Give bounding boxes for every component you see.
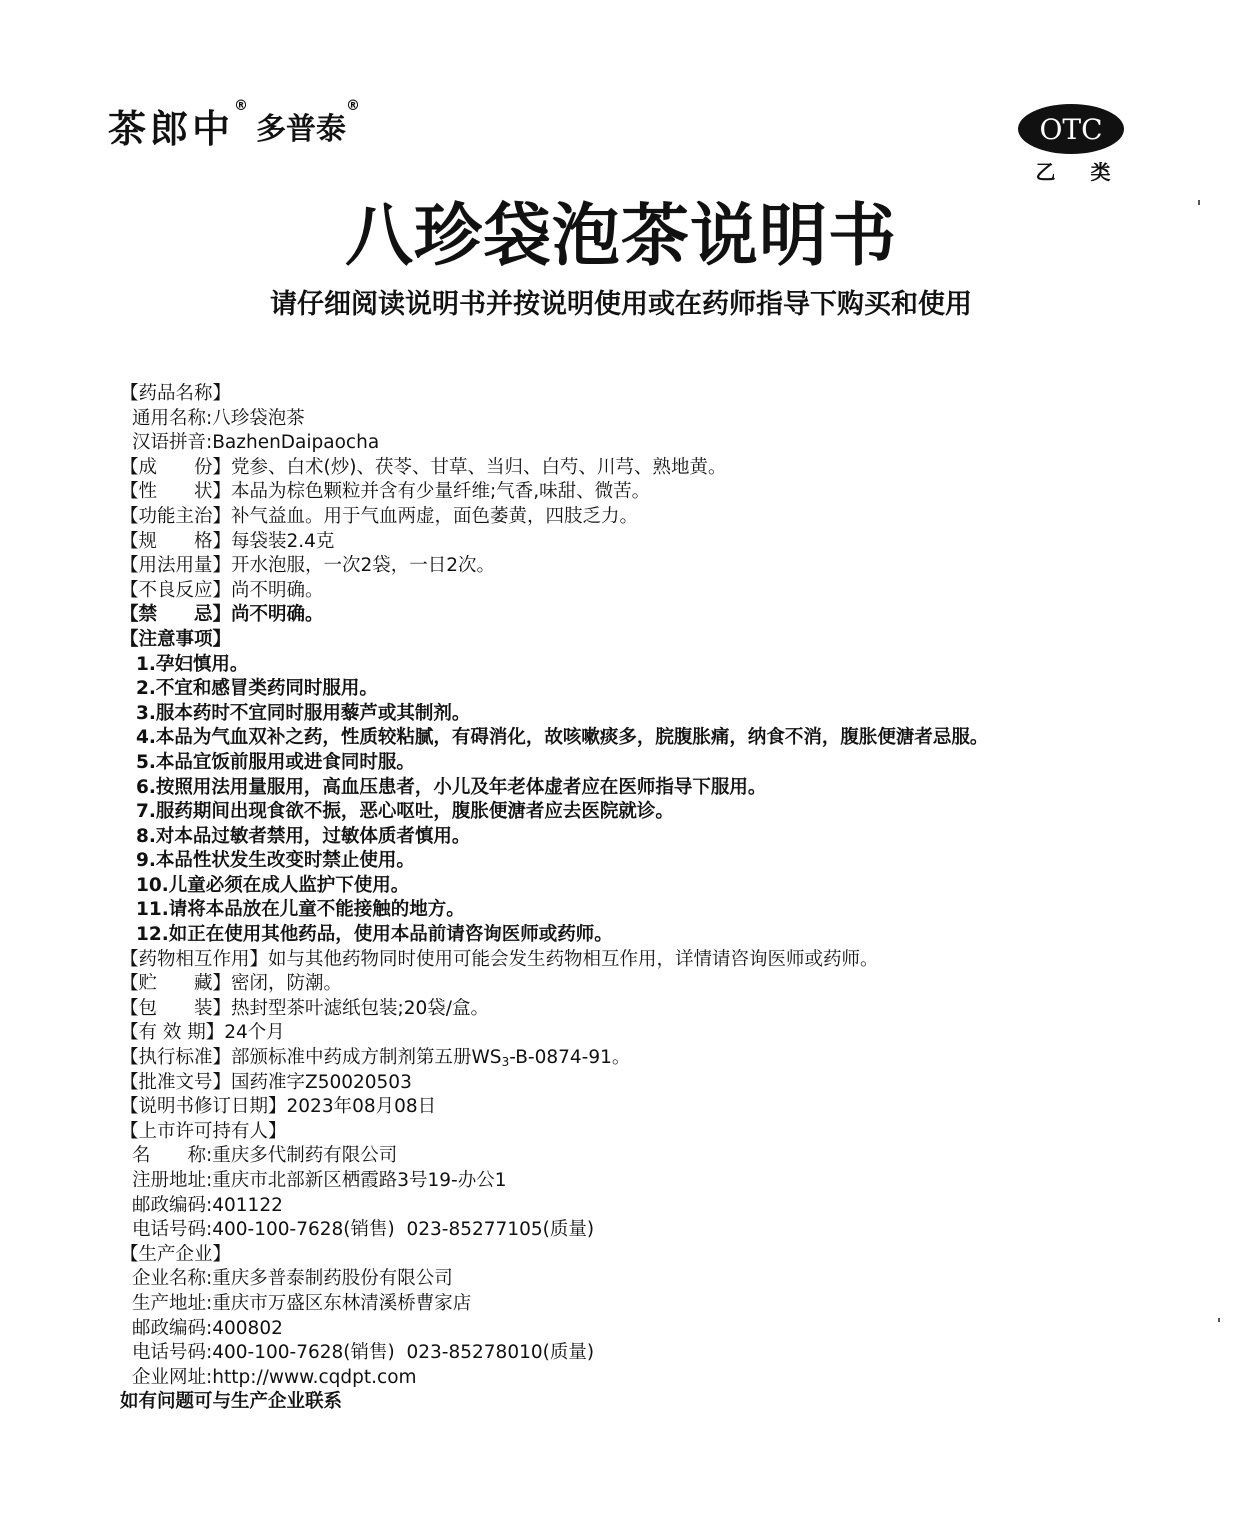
manufacturer-phone-label: 电话号码: — [132, 1342, 213, 1364]
manufacturer-phone-value: 400-100-7628(销售) 023-85278010(质量) — [212, 1342, 595, 1364]
validity-label: 【有 效 期】 — [120, 1022, 225, 1044]
contact-note: 如有问题可与生产企业联系 — [120, 1391, 343, 1413]
storage-label: 【贮 藏】 — [120, 973, 232, 995]
row-description — [120, 480, 1202, 505]
precaution-item: 12.如正在使用其他药品，使用本品前请咨询医师或药师。 — [136, 924, 613, 946]
precaution-item: 8.对本品过敏者禁用，过敏体质者慎用。 — [136, 825, 471, 847]
row-holder-address — [120, 1169, 1202, 1194]
row-holder-name — [120, 1144, 1202, 1169]
row-adverse — [120, 579, 1202, 604]
scan-speck — [1198, 200, 1200, 205]
description-value: 本品为棕色颗粒并含有少量纤维;气香,味甜、微苦。 — [231, 481, 651, 503]
row-spec — [120, 530, 1202, 555]
dosage-value: 开水泡服，一次2袋，一日2次。 — [231, 555, 496, 577]
row-package — [120, 997, 1202, 1022]
registered-mark-2: ® — [346, 98, 361, 114]
approval-label: 【批准文号】 — [120, 1071, 232, 1093]
description-label: 【性 状】 — [120, 481, 232, 503]
document-title: 八珍袋泡茶说明书 — [344, 196, 897, 276]
row-storage — [120, 972, 1202, 997]
validity-value: 24个月 — [224, 1022, 285, 1044]
revision-label: 【说明书修订日期】 — [120, 1096, 287, 1118]
row-holder-zip — [120, 1194, 1202, 1219]
holder-address-label: 注册地址: — [132, 1170, 213, 1191]
ingredients-label: 【成 份】 — [120, 456, 232, 478]
manufacturer-address-label: 生产地址: — [132, 1292, 213, 1314]
row-pinyin — [120, 431, 1202, 456]
precaution-item: 10.儿童必须在成人监护下使用。 — [136, 874, 410, 896]
section-precautions-header: 【注意事项】 — [120, 628, 232, 650]
generic-name-value: 八珍袋泡茶 — [212, 407, 305, 429]
revision-value: 2023年08月08日 — [286, 1096, 437, 1118]
precaution-item: 6.按照用法用量服用，高血压患者，小儿及年老体虚者应在医师指导下服用。 — [136, 776, 767, 798]
standard-label: 【执行标准】 — [120, 1047, 232, 1069]
holder-phone-value: 400-100-7628(销售) 023-85277105(质量) — [212, 1219, 595, 1241]
section-manufacturer-header: 【生产企业】 — [120, 1243, 232, 1265]
spec-label: 【规 格】 — [120, 530, 232, 552]
package-label: 【包 装】 — [120, 997, 232, 1019]
spec-value: 每袋装2.4克 — [231, 530, 335, 552]
interaction-label: 【药物相互作用】 — [120, 948, 269, 970]
row-ingredients — [120, 456, 1202, 481]
brand-logo — [108, 98, 360, 153]
contra-label: 【禁 忌】 — [120, 604, 232, 626]
ingredients-value: 党参、白术(炒)、茯苓、甘草、当归、白芍、川芎、熟地黄。 — [231, 456, 727, 478]
document-subtitle: 请仔细阅读说明书并按说明使用或在药师指导下购买和使用 — [270, 289, 972, 320]
precaution-item: 3.服本药时不宜同时服用藜芦或其制剂。 — [136, 702, 471, 724]
precaution-item: 9.本品性状发生改变时禁止使用。 — [136, 850, 415, 872]
manufacturer-website-label: 企业网址: — [132, 1366, 213, 1388]
row-manufacturer-phone — [120, 1341, 1202, 1366]
section-holder-header: 【上市许可持有人】 — [120, 1120, 287, 1142]
otc-mark — [1018, 104, 1128, 185]
holder-zip-label: 邮政编码: — [132, 1194, 213, 1216]
brand-name-duoputai: 多普泰 — [256, 112, 347, 147]
manufacturer-zip-value: 400802 — [212, 1317, 283, 1339]
precaution-item: 4.本品为气血双补之药，性质较粘腻，有碍消化，故咳嗽痰多，脘腹胀痛，纳食不消，腹胀便溏者忌服。 — [136, 727, 989, 749]
brand-name-chalangzhong: 茶郎中 — [108, 106, 235, 151]
precaution-item: 11.请将本品放在儿童不能接触的地方。 — [136, 899, 465, 921]
row-manufacturer-address — [120, 1292, 1202, 1317]
contra-value: 尚不明确。 — [231, 604, 324, 626]
section-drug-name-header: 【药品名称】 — [120, 383, 232, 404]
interaction-value: 如与其他药物同时使用可能会发生药物相互作用，详情请咨询医师或药师。 — [268, 948, 879, 970]
indications-value: 补气益血。用于气血两虚，面色萎黄，四肢乏力。 — [231, 505, 639, 527]
adverse-label: 【不良反应】 — [120, 579, 232, 601]
precaution-item: 5.本品宜饭前服用或进食同时服。 — [136, 751, 415, 773]
otc-class-label: 乙 类 — [1035, 160, 1125, 184]
indications-label: 【功能主治】 — [120, 505, 232, 527]
manufacturer-name-value: 重庆多普泰制药股份有限公司 — [212, 1268, 453, 1290]
holder-name-value: 重庆多代制药有限公司 — [212, 1145, 398, 1167]
precaution-item: 2.不宜和感冒类药同时服用。 — [136, 678, 378, 700]
row-revision-date — [120, 1095, 1202, 1120]
manufacturer-zip-label: 邮政编码: — [132, 1317, 213, 1339]
pinyin-value: BazhenDaipaocha — [212, 432, 380, 454]
manufacturer-address-value: 重庆市万盛区东林清溪桥曹家店 — [212, 1292, 472, 1314]
storage-value: 密闭，防潮。 — [231, 973, 343, 995]
row-manufacturer-name — [120, 1267, 1202, 1292]
otc-badge: OTC — [1018, 104, 1124, 154]
holder-name-label: 名 称: — [132, 1145, 213, 1167]
standard-value-suffix: -B-0874-91。 — [509, 1047, 631, 1069]
row-indications — [120, 505, 1202, 530]
adverse-value: 尚不明确。 — [231, 579, 324, 601]
dosage-label: 【用法用量】 — [120, 555, 232, 577]
standard-value-prefix: 部颁标准中药成方制剂第五册WS — [231, 1047, 502, 1069]
scan-speck — [1218, 1318, 1220, 1322]
holder-address-value: 重庆市北部新区栖霞路3号19-办公1 — [212, 1170, 507, 1191]
holder-phone-label: 电话号码: — [132, 1219, 213, 1241]
row-contraindications — [120, 603, 1202, 628]
row-manufacturer-zip — [120, 1317, 1202, 1342]
precaution-item: 1.孕妇慎用。 — [136, 653, 249, 675]
package-value: 热封型茶叶滤纸包装;20袋/盒。 — [231, 997, 490, 1019]
row-generic-name — [120, 407, 1202, 432]
standard-value-subscript: 3 — [501, 1055, 510, 1070]
row-holder-phone — [120, 1218, 1202, 1243]
row-approval — [120, 1071, 1202, 1096]
row-interaction — [120, 948, 1202, 973]
row-manufacturer-website — [120, 1366, 1202, 1391]
leaflet-content — [120, 382, 1202, 1415]
holder-zip-value: 401122 — [212, 1194, 283, 1216]
pinyin-label: 汉语拼音: — [132, 432, 213, 454]
row-validity — [120, 1021, 1202, 1046]
manufacturer-name-label: 企业名称: — [132, 1268, 213, 1290]
row-dosage — [120, 554, 1202, 579]
precaution-item: 7.服药期间出现食欲不振，恶心呕吐，腹胀便溏者应去医院就诊。 — [136, 801, 674, 823]
manufacturer-website-value: http://www.cqdpt.com — [212, 1366, 417, 1388]
row-standard — [120, 1046, 1202, 1071]
approval-value: 国药准字Z50020503 — [231, 1071, 412, 1093]
registered-mark-1: ® — [234, 98, 249, 114]
generic-name-label: 通用名称: — [132, 407, 213, 429]
